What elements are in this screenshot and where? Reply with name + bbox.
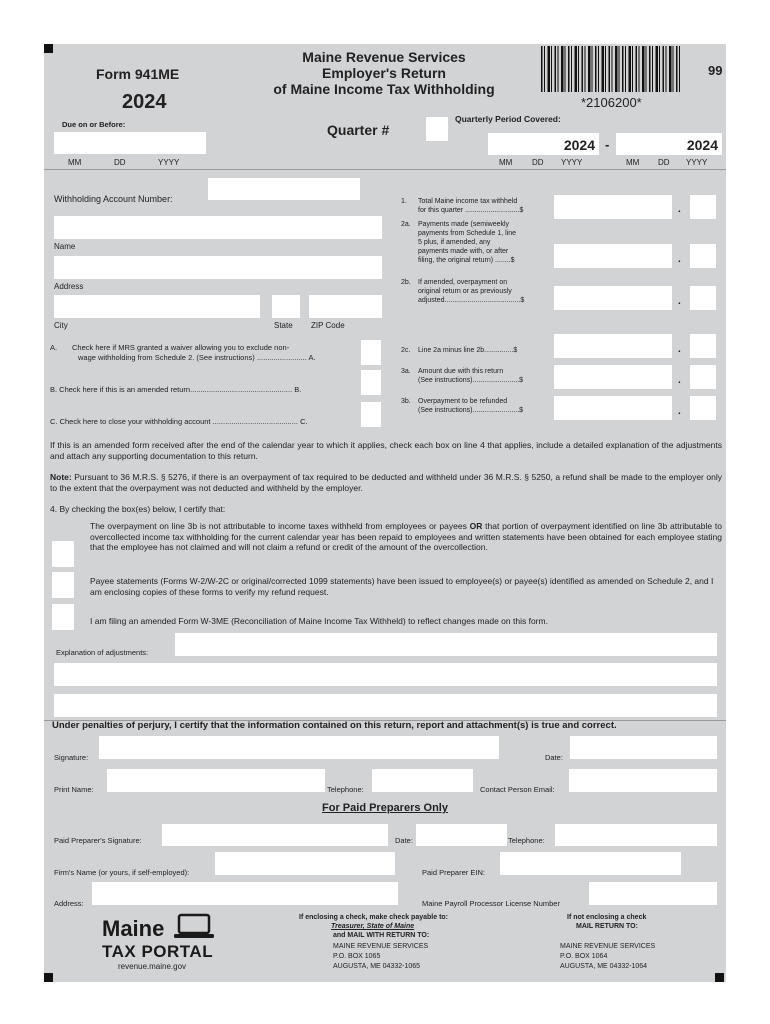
checkbox-certify-2[interactable] xyxy=(52,572,74,598)
mm-label: MM xyxy=(68,158,82,167)
line-1-num: 1. xyxy=(401,198,407,205)
barcode xyxy=(541,46,681,92)
amended-instructions: If this is an amended form received after the end of the calendar year to which it applies, check each box on line 4 that applies, include a detailed explanation of the adjustments and attach any supporting documentation to this return. xyxy=(50,440,722,461)
decimal-point: . xyxy=(678,344,681,355)
logo-tax-portal: TAX PORTAL xyxy=(102,942,214,961)
address-label: Address xyxy=(54,282,84,291)
line-1-cents[interactable] xyxy=(690,195,716,219)
page-code: 99 xyxy=(708,63,723,78)
zip-field[interactable] xyxy=(309,295,382,318)
nocheck-instructions: If not enclosing a check xyxy=(567,914,647,921)
line-2b-cents[interactable] xyxy=(690,286,716,310)
print-name-label: Print Name: xyxy=(54,785,94,794)
yyyy-label: YYYY xyxy=(158,158,180,167)
check-mail-label: and MAIL WITH RETURN TO: xyxy=(333,932,430,939)
certify-1-post: that portion of overpayment identified on line 3b attributable to overcollected income tax withholding for the current calendar year has been repaid to employees and written statements have been obtained for each employee stating that the employee has not claimed and will not claim a refund or credit of the amount of the overcollection. xyxy=(90,521,722,553)
line-1-text: for this quarter ............................$ xyxy=(418,207,524,214)
preparer-address-field[interactable] xyxy=(92,882,398,905)
note-text: Pursuant to 36 M.R.S. § 5276, if there is an overpayment of tax required to be deducted and withheld under 36 M.R.S. § 5250, a refund shall be made to the employer only to the extent that the overpayment was not deducted and withheld by the employer. xyxy=(50,472,722,493)
decimal-point: . xyxy=(678,254,681,265)
nocheck-mail-label: MAIL RETURN TO: xyxy=(576,923,638,930)
preparer-signature-label: Paid Preparer's Signature: xyxy=(54,836,142,845)
registration-mark xyxy=(44,44,53,53)
checkbox-b-amended[interactable] xyxy=(361,370,381,395)
state-label: State xyxy=(274,321,293,330)
firm-name-label: Firm's Name (or yours, if self-employed): xyxy=(54,868,190,877)
line-2a-text: Payments made (semiweekly xyxy=(418,221,510,228)
line-3b-text: (See instructions)........................$ xyxy=(418,407,524,414)
explanation-field-2[interactable] xyxy=(54,663,717,686)
explanation-field-1[interactable] xyxy=(175,633,717,656)
line-3b-cents[interactable] xyxy=(690,396,716,420)
nocheck-address-line: MAINE REVENUE SERVICES xyxy=(560,943,656,950)
line-2a-text: payments made with, or after xyxy=(418,248,509,255)
line-3a-field[interactable] xyxy=(554,365,672,389)
name-label: Name xyxy=(54,242,76,251)
line-3b-text: Overpayment to be refunded xyxy=(418,398,508,405)
yyyy-label: YYYY xyxy=(686,158,708,167)
dd-label: DD xyxy=(532,158,544,167)
ein-label: Paid Preparer EIN: xyxy=(422,868,485,877)
date-label: Date: xyxy=(545,753,563,762)
line-3a-text: (See instructions)........................$ xyxy=(418,377,524,384)
checkbox-certify-1[interactable] xyxy=(52,541,74,567)
preparer-date-field[interactable] xyxy=(416,824,507,846)
signature-label: Signature: xyxy=(54,753,89,762)
decimal-point: . xyxy=(678,406,681,417)
line-1-field[interactable] xyxy=(554,195,672,219)
preparer-signature-field[interactable] xyxy=(162,824,388,846)
account-number-field[interactable] xyxy=(208,178,360,200)
period-end-year: 2024 xyxy=(686,137,718,153)
check-address-line: AUGUSTA, ME 04332-1065 xyxy=(333,963,421,970)
line-1-text: Total Maine income tax withheld xyxy=(418,198,518,205)
ein-field[interactable] xyxy=(500,852,681,875)
line-2b-text: If amended, overpayment on xyxy=(418,279,508,286)
due-date-field[interactable] xyxy=(54,132,206,154)
line-4-intro: 4. By checking the box(es) below, I certify that: xyxy=(50,504,226,514)
form-title-2: of Maine Income Tax Withholding xyxy=(273,81,495,97)
period-end-field[interactable] xyxy=(616,133,722,155)
check-address-line: P.O. BOX 1065 xyxy=(333,953,381,960)
form-title-1: Employer's Return xyxy=(322,65,446,81)
check-a-text-2: wage withholding from Schedule 2. (See instructions) ........................ A. xyxy=(78,353,316,362)
certify-3-text: I am filing an amended Form W-3ME (Reconciliation of Maine Income Tax Withheld) to reflect changes made on this form. xyxy=(90,616,548,626)
explanation-field-3[interactable] xyxy=(54,694,717,717)
check-instructions: If enclosing a check, make check payable to: xyxy=(299,914,449,921)
line-3b-field[interactable] xyxy=(554,396,672,420)
certify-2-text: Payee statements (Forms W-2/W-2C or original/corrected 1099 statements) have been issued to employee(s) or payee(s) identified as amended on Schedule 2, and I am enclosing copies of these forms to verify my refund request. xyxy=(90,576,714,597)
explanation-label: Explanation of adjustments: xyxy=(56,648,149,657)
mm-label: MM xyxy=(626,158,640,167)
certify-1-text xyxy=(90,521,722,553)
preparer-telephone-label: Telephone: xyxy=(508,836,545,845)
quarter-label: Quarter # xyxy=(327,122,390,138)
line-2a-num: 2a. xyxy=(401,221,411,228)
logo-maine: Maine xyxy=(102,916,165,941)
date-field[interactable] xyxy=(570,736,717,759)
license-field[interactable] xyxy=(589,882,717,905)
period-label: Quarterly Period Covered: xyxy=(455,114,561,124)
telephone-field[interactable] xyxy=(372,769,473,792)
line-2c-field[interactable] xyxy=(554,334,672,358)
yyyy-label: YYYY xyxy=(561,158,583,167)
checkbox-certify-3[interactable] xyxy=(52,604,74,630)
zip-label: ZIP Code xyxy=(311,321,345,330)
barcode-text: *2106200* xyxy=(581,95,642,110)
city-label: City xyxy=(54,321,68,330)
line-2b-num: 2b. xyxy=(401,279,411,286)
email-label: Contact Person Email: xyxy=(480,785,555,794)
firm-name-field[interactable] xyxy=(215,852,395,875)
address-field[interactable] xyxy=(54,256,382,279)
license-label: Maine Payroll Processor License Number xyxy=(422,899,560,908)
certify-1-or: OR xyxy=(469,521,483,531)
check-c-text: C. Check here to close your withholding account ......................................... C. xyxy=(50,417,308,426)
period-start-field[interactable] xyxy=(488,133,599,155)
due-label: Due on or Before: xyxy=(62,120,126,129)
nocheck-address-line: P.O. BOX 1064 xyxy=(560,953,608,960)
perjury-statement: Under penalties of perjury, I certify that the information contained on this return, report and attachment(s) is true and correct. xyxy=(52,720,617,731)
checkbox-a-waiver[interactable] xyxy=(361,340,381,365)
certify-1-pre: The overpayment on line 3b is not attributable to income taxes withheld from employees or payees xyxy=(90,521,470,531)
check-a-letter: A. xyxy=(50,343,58,352)
form-page xyxy=(44,44,726,982)
line-2c-num: 2c. xyxy=(401,347,411,354)
logo-url: revenue.maine.gov xyxy=(118,962,187,971)
agency-name: Maine Revenue Services xyxy=(302,49,466,65)
period-start-year: 2024 xyxy=(563,137,595,153)
check-payee: Treasurer, State of Maine xyxy=(331,923,415,930)
preparer-address-label: Address: xyxy=(54,899,84,908)
state-field[interactable] xyxy=(272,295,300,318)
preparer-date-label: Date: xyxy=(395,836,413,845)
form-year: 2024 xyxy=(122,91,167,113)
line-3a-cents[interactable] xyxy=(690,365,716,389)
preparer-title: For Paid Preparers Only xyxy=(322,802,448,814)
telephone-label: Telephone: xyxy=(327,785,364,794)
decimal-point: . xyxy=(678,296,681,307)
line-2b-field[interactable] xyxy=(554,286,672,310)
line-3a-num: 3a. xyxy=(401,368,411,375)
checkbox-c-close[interactable] xyxy=(361,402,381,427)
line-2a-text: filing, the original return) ........$ xyxy=(418,257,515,264)
preparer-telephone-field[interactable] xyxy=(555,824,717,846)
period-dash: - xyxy=(605,137,610,152)
line-2c-cents[interactable] xyxy=(690,334,716,358)
line-2a-field[interactable] xyxy=(554,244,672,268)
city-field[interactable] xyxy=(54,295,260,318)
line-2b-text: original return or as previously xyxy=(418,288,512,295)
registration-mark xyxy=(715,973,724,982)
decimal-point: . xyxy=(678,204,681,215)
dd-label: DD xyxy=(114,158,126,167)
name-field[interactable] xyxy=(54,216,382,239)
check-b-text: B. Check here if this is an amended return................................................. B. xyxy=(50,385,302,394)
line-2a-cents[interactable] xyxy=(690,244,716,268)
note-bold: Note: xyxy=(50,472,72,482)
quarter-input[interactable] xyxy=(426,117,448,141)
laptop-icon xyxy=(173,913,215,940)
line-2a-text: payments from Schedule 1, line xyxy=(418,230,517,237)
mm-label: MM xyxy=(499,158,513,167)
line-2a-text: 5 plus, if amended, any xyxy=(418,239,491,246)
check-a-text-1: Check here if MRS granted a waiver allowing you to exclude non- xyxy=(72,343,290,352)
line-2c-text: Line 2a minus line 2b...............$ xyxy=(418,347,518,354)
line-3b-num: 3b. xyxy=(401,398,411,405)
dd-label: DD xyxy=(658,158,670,167)
line-2b-text: adjusted.......................................$ xyxy=(418,297,525,304)
decimal-point: . xyxy=(678,375,681,386)
nocheck-address-line: AUGUSTA, ME 04332-1064 xyxy=(560,963,648,970)
check-address-line: MAINE REVENUE SERVICES xyxy=(333,943,429,950)
note-paragraph xyxy=(50,472,722,493)
print-name-field[interactable] xyxy=(107,769,325,792)
line-3a-text: Amount due with this return xyxy=(418,368,504,375)
form-label: Form 941ME xyxy=(96,66,180,82)
signature-field[interactable] xyxy=(99,736,499,759)
email-field[interactable] xyxy=(569,769,717,792)
divider xyxy=(44,169,726,170)
account-label: Withholding Account Number: xyxy=(54,194,173,204)
registration-mark xyxy=(44,973,53,982)
